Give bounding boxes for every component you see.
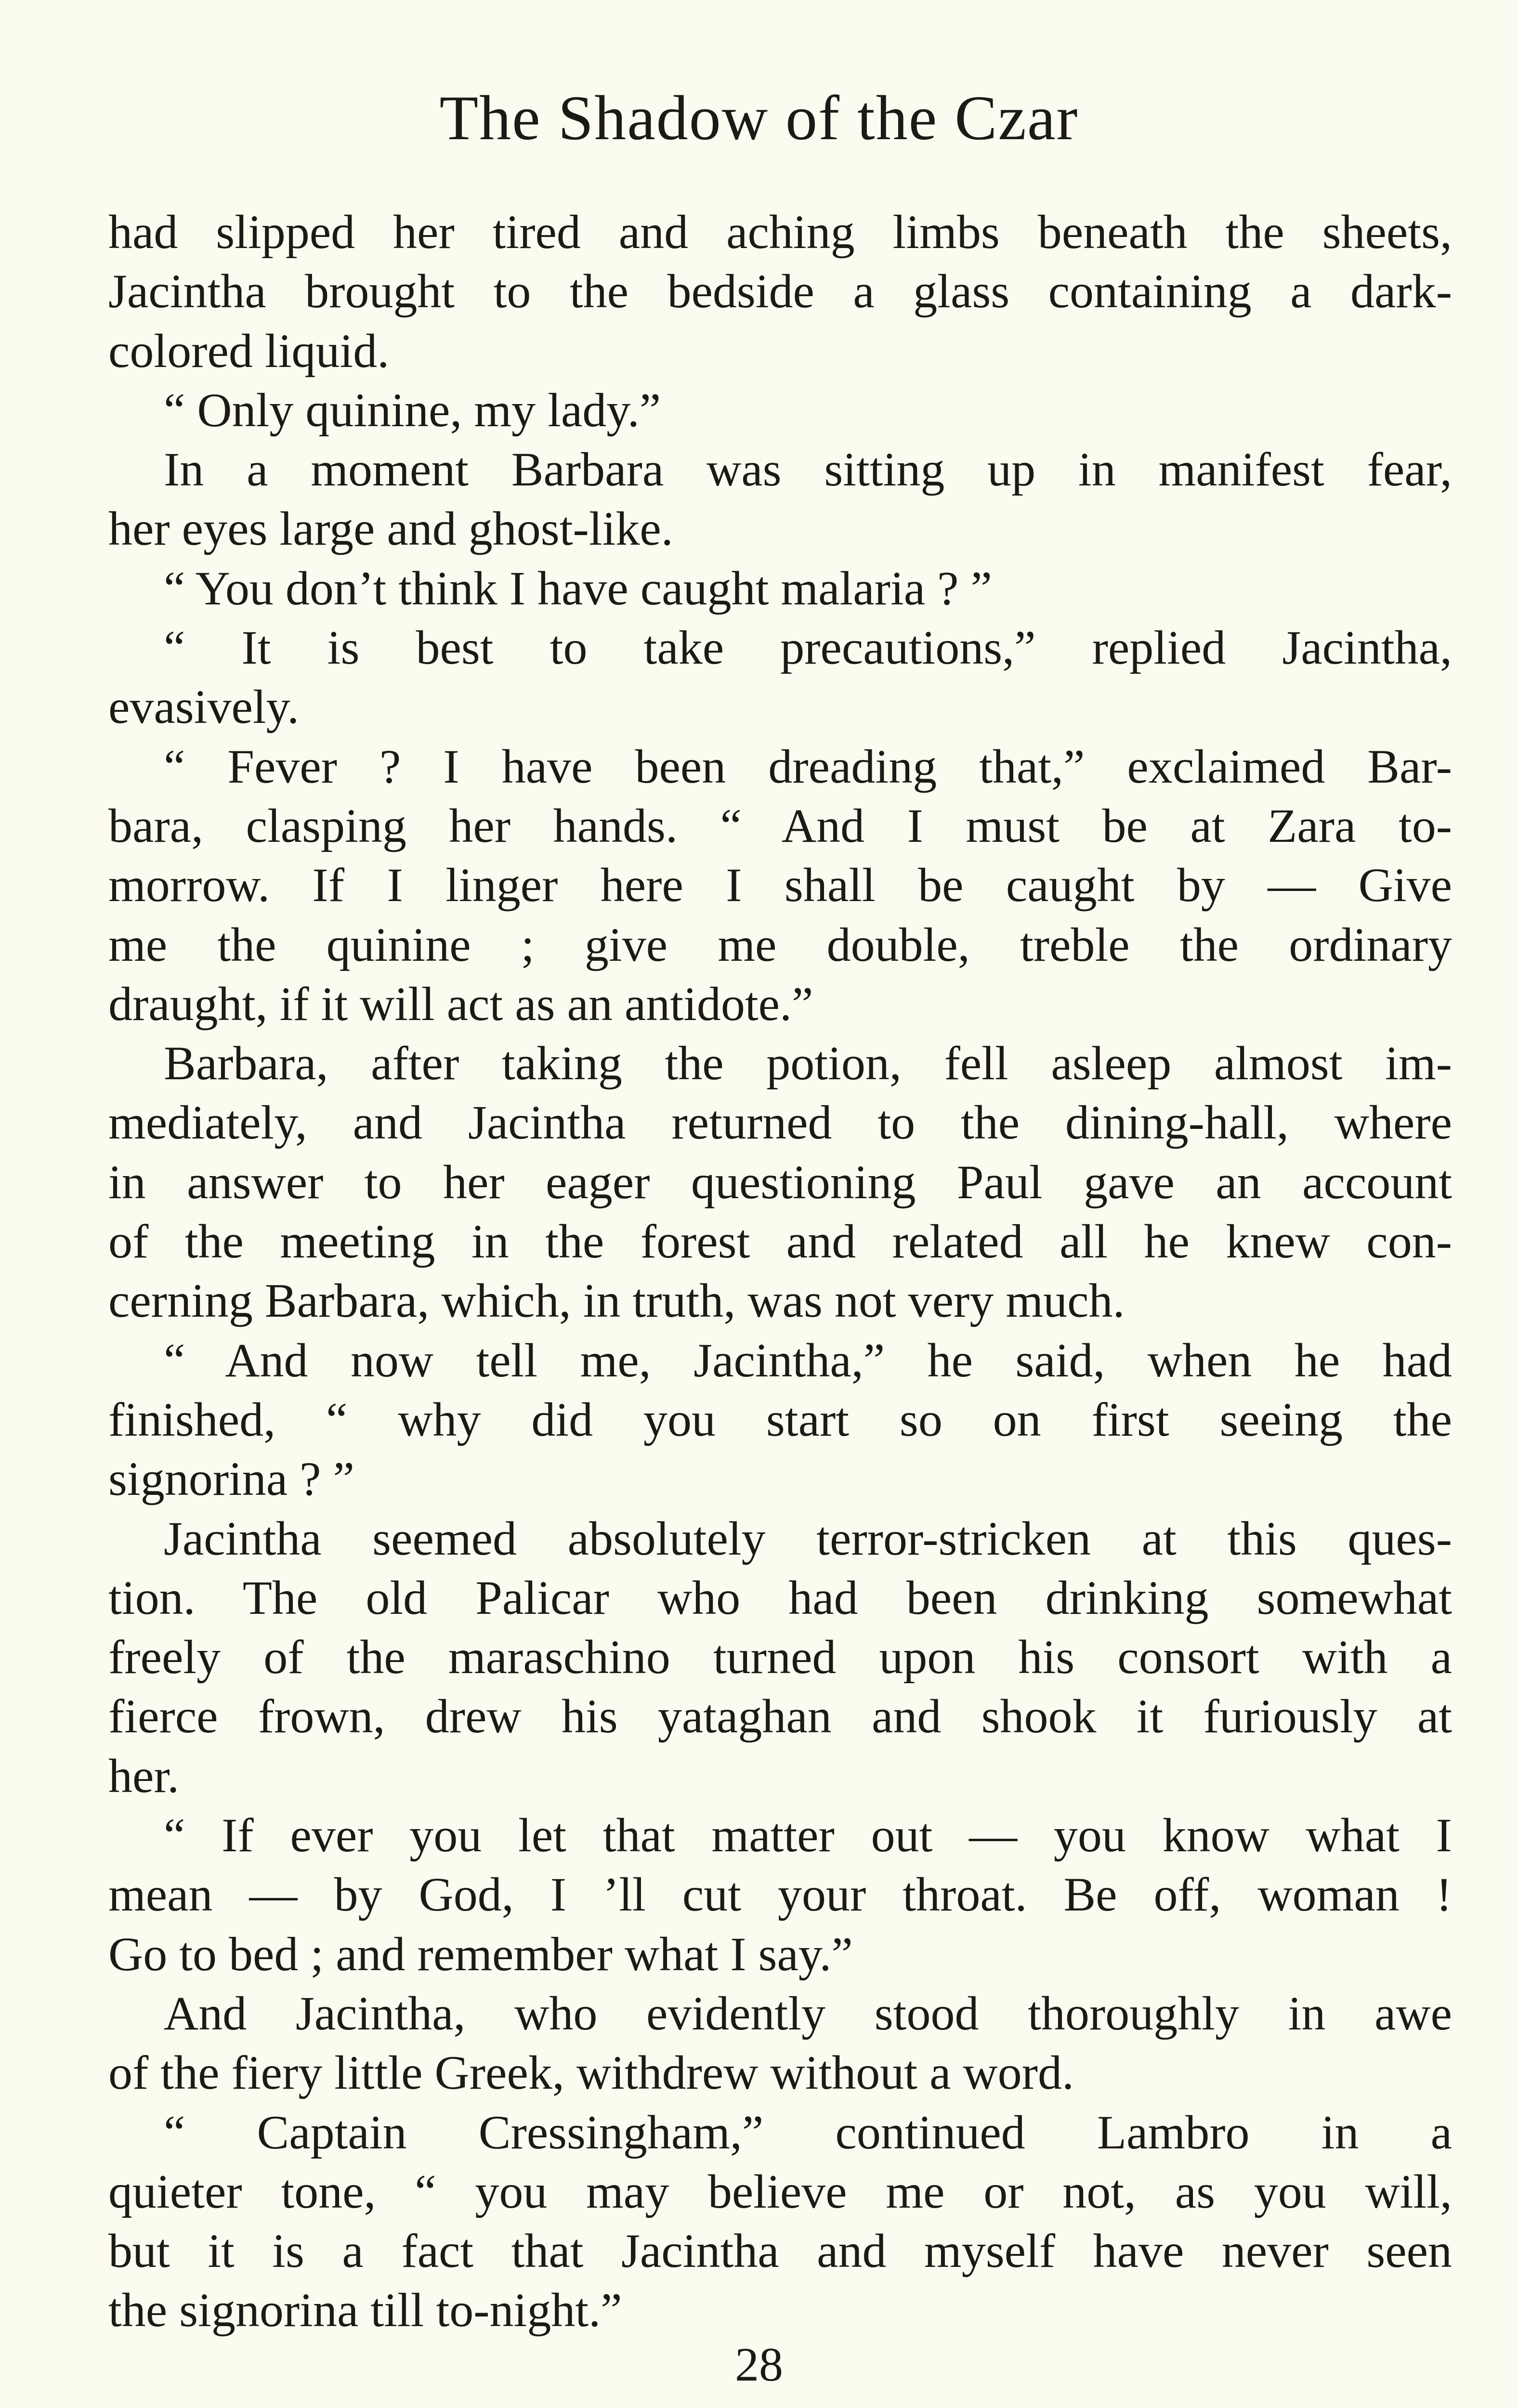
text-line: Jacintha seemed absolutely terror-stricken at this ques- xyxy=(164,1511,1452,1565)
text-line: And Jacintha, who evidently stood thoroughly in awe xyxy=(164,1986,1452,2040)
text-line: “ It is best to take precautions,” replied Jacintha, xyxy=(164,621,1452,675)
text-line: morrow. If I linger here I shall be caught by — Give xyxy=(108,858,1452,912)
text-line: signorina ? ” xyxy=(108,1452,354,1506)
body-text xyxy=(108,202,1452,2340)
text-line: mean — by God, I ’ll cut your throat. Be off, woman ! xyxy=(108,1868,1452,1922)
text-line: of the fiery little Greek, withdrew without a word. xyxy=(108,2046,1074,2100)
text-line: “ You don’t think I have caught malaria ? ” xyxy=(164,561,992,615)
text-line: “ If ever you let that matter out — you know what I xyxy=(164,1808,1452,1862)
text-line: finished, “ why did you start so on first seeing the xyxy=(108,1392,1452,1446)
text-line: had slipped her tired and aching limbs beneath the sheets, xyxy=(108,205,1452,259)
text-line: but it is a fact that Jacintha and myself have never seen xyxy=(108,2224,1452,2278)
text-line: her. xyxy=(108,1749,180,1803)
text-line: Go to bed ; and remember what I say.” xyxy=(108,1927,853,1981)
text-line: evasively. xyxy=(108,680,300,734)
text-line: Jacintha brought to the bedside a glass containing a dark- xyxy=(108,264,1452,318)
page-number: 28 xyxy=(735,2338,783,2391)
text-line: her eyes large and ghost-like. xyxy=(108,502,673,556)
text-line: the signorina till to-night.” xyxy=(108,2283,622,2337)
running-head: The Shadow of the Czar xyxy=(439,82,1079,153)
text-line: Barbara, after taking the potion, fell asleep almost im- xyxy=(164,1036,1452,1090)
text-line: tion. The old Palicar who had been drinking somewhat xyxy=(108,1570,1452,1624)
text-line: mediately, and Jacintha returned to the dining-hall, where xyxy=(108,1096,1452,1150)
text-line: in answer to her eager questioning Paul gave an account xyxy=(108,1155,1452,1209)
text-line: “ And now tell me, Jacintha,” he said, when he had xyxy=(164,1333,1452,1387)
text-line: quieter tone, “ you may believe me or not, as you will, xyxy=(108,2164,1452,2218)
text-line: me the quinine ; give me double, treble the ordinary xyxy=(108,917,1452,971)
text-line: fierce frown, drew his yataghan and shook it furiously at xyxy=(108,1689,1452,1743)
text-line: of the meeting in the forest and related all he knew con- xyxy=(108,1215,1452,1269)
text-line: colored liquid. xyxy=(108,324,390,378)
text-line: freely of the maraschino turned upon his consort with a xyxy=(108,1630,1452,1684)
text-line: “ Captain Cressingham,” continued Lambro in a xyxy=(164,2105,1452,2159)
text-line: In a moment Barbara was sitting up in manifest fear, xyxy=(164,443,1452,497)
text-line: bara, clasping her hands. “ And I must be at Zara to- xyxy=(108,798,1452,852)
text-line: cerning Barbara, which, in truth, was not very much. xyxy=(108,1274,1125,1328)
text-line: draught, if it will act as an antidote.” xyxy=(108,977,813,1031)
text-line: “ Only quinine, my lady.” xyxy=(164,383,661,437)
text-line: “ Fever ? I have been dreading that,” exclaimed Bar- xyxy=(164,739,1452,793)
